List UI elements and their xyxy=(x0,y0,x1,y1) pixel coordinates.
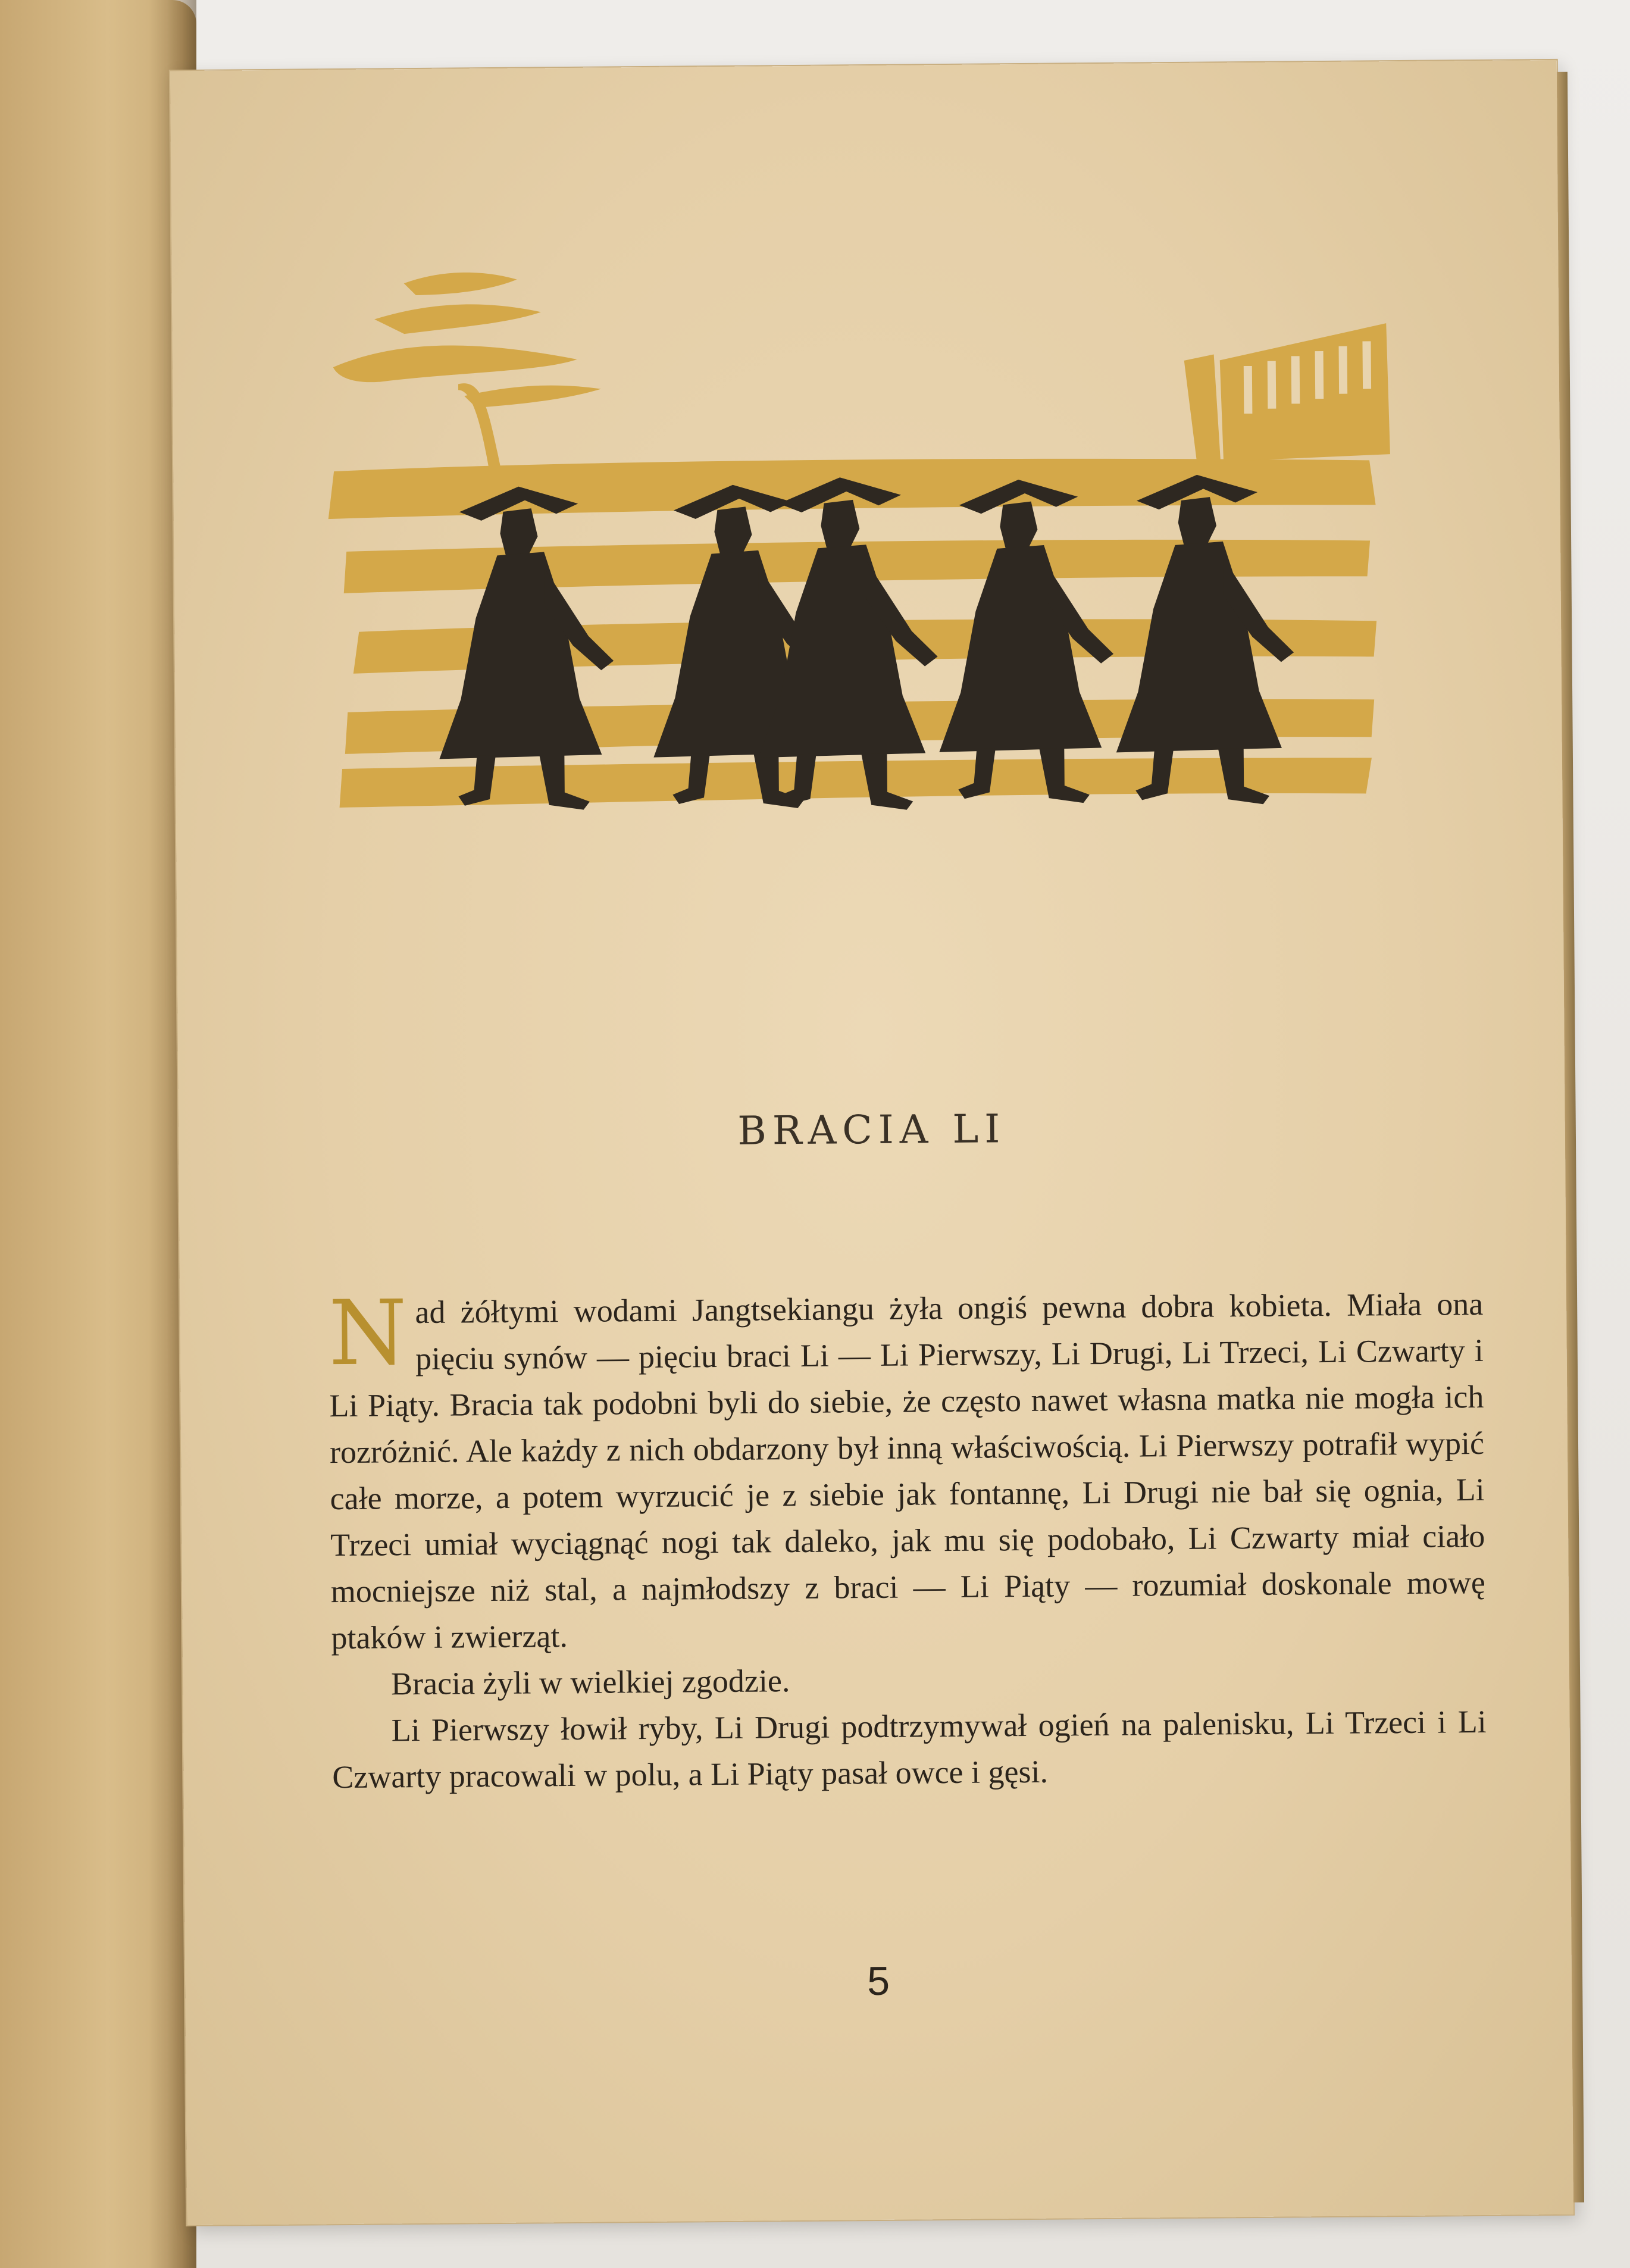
drop-cap: N xyxy=(328,1281,408,1386)
story-text xyxy=(328,1281,1487,1800)
illustration-five-brothers xyxy=(207,204,1403,868)
paragraph-text: ad żółtymi wodami Jangtsekiangu żyła ongiś pewna dobra kobieta. Miała ona pięciu synów — pięciu braci Li — Li Pierwszy, Li Drugi, Li Trzeci, Li Czwarty i Li Piąty. Bracia tak podobni byli do siebie, że często nawet własna matka nie mogła ich rozróżnić. Ale każdy z nich obdarzony był inną właściwością. Li Pierwszy potrafił wypić całe morze, a potem wyrzucić je z siebie jak fontannę, Li Drugi nie bał się ognia, Li Trzeci umiał wyciągnąć nogi tak daleko, jak mu się podobało, Li Czwarty miał ciało mocniejsze niż stal, a najmłodszy z braci — Li Piąty — rozumiał doskonale mowę ptaków i zwierząt. xyxy=(329,1285,1486,1656)
chapter-title: BRACIA LI xyxy=(737,1106,1006,1154)
boat-icon xyxy=(1184,323,1390,462)
paragraph-third: Li Pierwszy łowił ryby, Li Drugi podtrzymywał ogień na palenisku, Li Trzeci i Li Czwarty pracowali w polu, a Li Piąty pasał owce i gęsi. xyxy=(332,1703,1487,1795)
page-number: 5 xyxy=(866,1958,890,2004)
book-page xyxy=(170,60,1573,2225)
paragraph-second: Bracia żyli w wielkiej zgodzie. xyxy=(390,1663,790,1702)
tree-icon xyxy=(333,271,602,468)
paragraph-first xyxy=(328,1281,1486,1661)
